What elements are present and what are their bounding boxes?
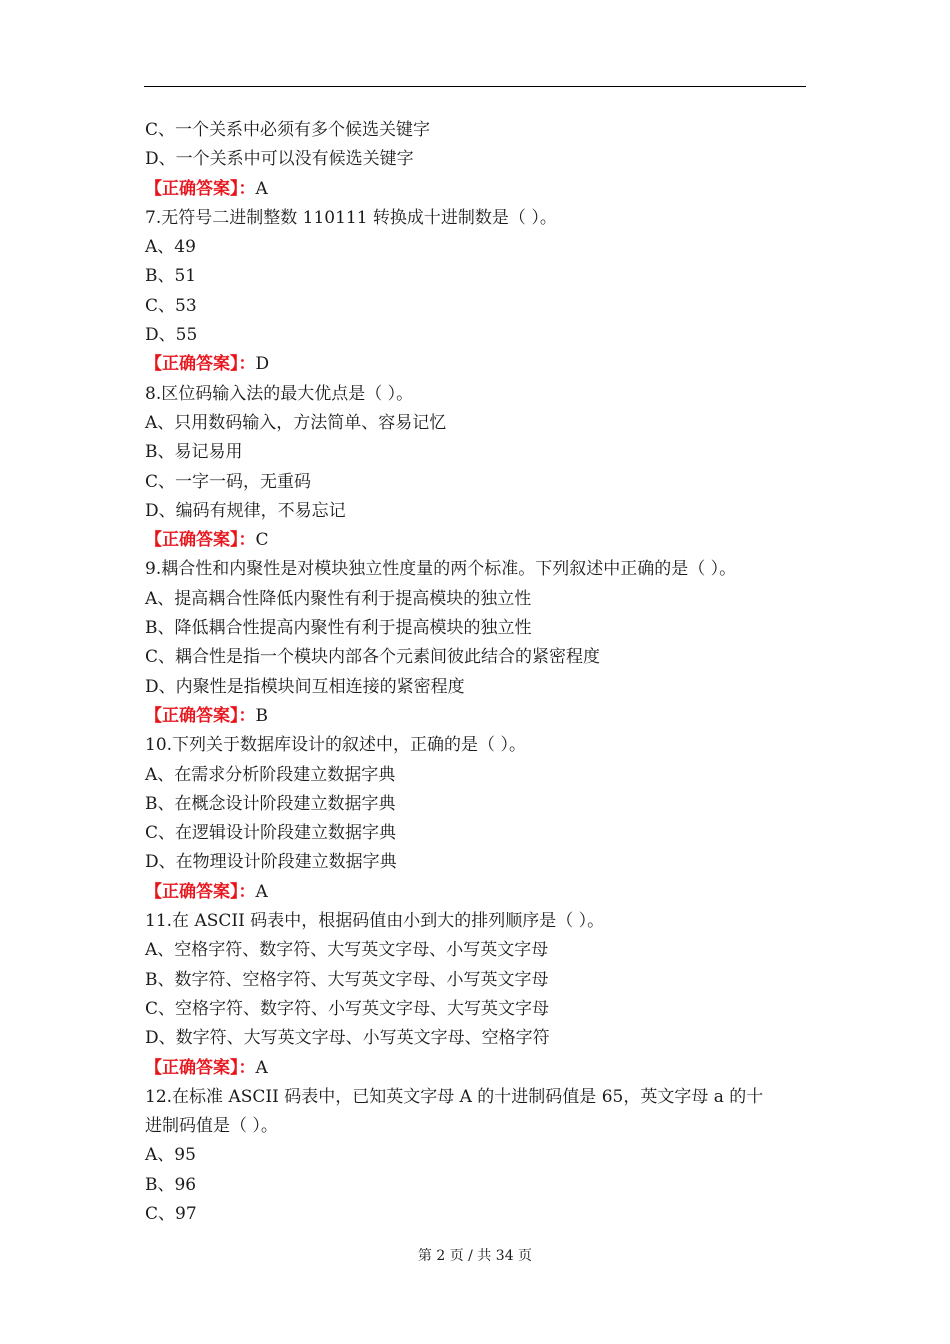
answer-label: 【正确答案】：: [145, 178, 256, 199]
question-text: 10.下列关于数据库设计的叙述中，正确的是（ ）。: [145, 735, 526, 756]
option-line: C、97: [145, 1203, 197, 1224]
document-body: [145, 116, 810, 1229]
answer-value: A: [255, 1057, 268, 1078]
option-line: A、49: [145, 237, 196, 258]
answer-value: A: [255, 881, 268, 902]
option-line: D、数字符、大写英文字母、小写英文字母、空格字符: [145, 1028, 550, 1049]
answer-value: A: [255, 178, 268, 199]
question-text: 12.在标准 ASCII 码表中，已知英文字母 A 的十进制码值是 65，英文字母 a 的十: [145, 1086, 764, 1107]
page-number: 第 2 页 / 共 34 页: [417, 1248, 533, 1264]
option-line: A、提高耦合性降低内聚性有利于提高模块的独立性: [145, 588, 532, 609]
option-line: D、一个关系中可以没有候选关键字: [145, 149, 414, 170]
option-line: C、一个关系中必须有多个候选关键字: [145, 120, 431, 140]
option-line: A、只用数码输入，方法简单、容易记忆: [145, 412, 447, 433]
option-line: C、在逻辑设计阶段建立数据字典: [145, 823, 397, 844]
question-text: 7.无符号二进制整数 110111 转换成十进制数是（ ）。: [145, 207, 557, 228]
answer-value: D: [255, 354, 270, 375]
answer-label: 【正确答案】：: [145, 881, 256, 902]
answer-label: 【正确答案】：: [145, 354, 256, 375]
option-line: C、一字一码，无重码: [145, 471, 312, 492]
answer-line: [145, 175, 810, 204]
option-line: D、内聚性是指模块间互相连接的紧密程度: [145, 676, 465, 697]
option-line: B、数字符、空格字符、大写英文字母、小写英文字母: [145, 969, 549, 990]
answer-label: 【正确答案】：: [145, 1057, 256, 1078]
question-text: 9.耦合性和内聚性是对模块独立性度量的两个标准。下列叙述中正确的是（ ）。: [145, 559, 737, 580]
header-rule: [144, 86, 806, 87]
question-text-continued: 进制码值是（ ）。: [145, 1116, 278, 1137]
answer-line: [145, 350, 810, 379]
question-text: 8.区位码输入法的最大优点是（ ）。: [145, 383, 414, 404]
answer-line: [145, 878, 810, 907]
answer-label: 【正确答案】：: [145, 530, 256, 551]
answer-line: [145, 702, 810, 731]
question-text: 11.在 ASCII 码表中，根据码值由小到大的排列顺序是（ ）。: [145, 911, 605, 932]
option-line: A、空格字符、数字符、大写英文字母、小写英文字母: [145, 940, 549, 961]
option-line: B、51: [145, 266, 197, 287]
option-line: A、在需求分析阶段建立数据字典: [145, 764, 396, 785]
answer-value: B: [255, 705, 268, 726]
option-line: D、在物理设计阶段建立数据字典: [145, 852, 397, 873]
option-line: C、53: [145, 295, 197, 316]
option-line: B、易记易用: [145, 442, 243, 463]
answer-value: C: [255, 530, 269, 551]
answer-line: [145, 1054, 810, 1083]
option-line: C、空格字符、数字符、小写英文字母、大写英文字母: [145, 998, 550, 1019]
option-line: B、降低耦合性提高内聚性有利于提高模块的独立性: [145, 618, 532, 639]
option-line: A、95: [145, 1145, 196, 1166]
option-line: B、96: [145, 1174, 197, 1195]
answer-line: [145, 526, 810, 555]
option-line: D、55: [145, 325, 198, 346]
option-line: D、编码有规律，不易忘记: [145, 500, 346, 521]
answer-label: 【正确答案】：: [145, 705, 256, 726]
option-line: B、在概念设计阶段建立数据字典: [145, 793, 396, 814]
option-line: C、耦合性是指一个模块内部各个元素间彼此结合的紧密程度: [145, 647, 601, 668]
